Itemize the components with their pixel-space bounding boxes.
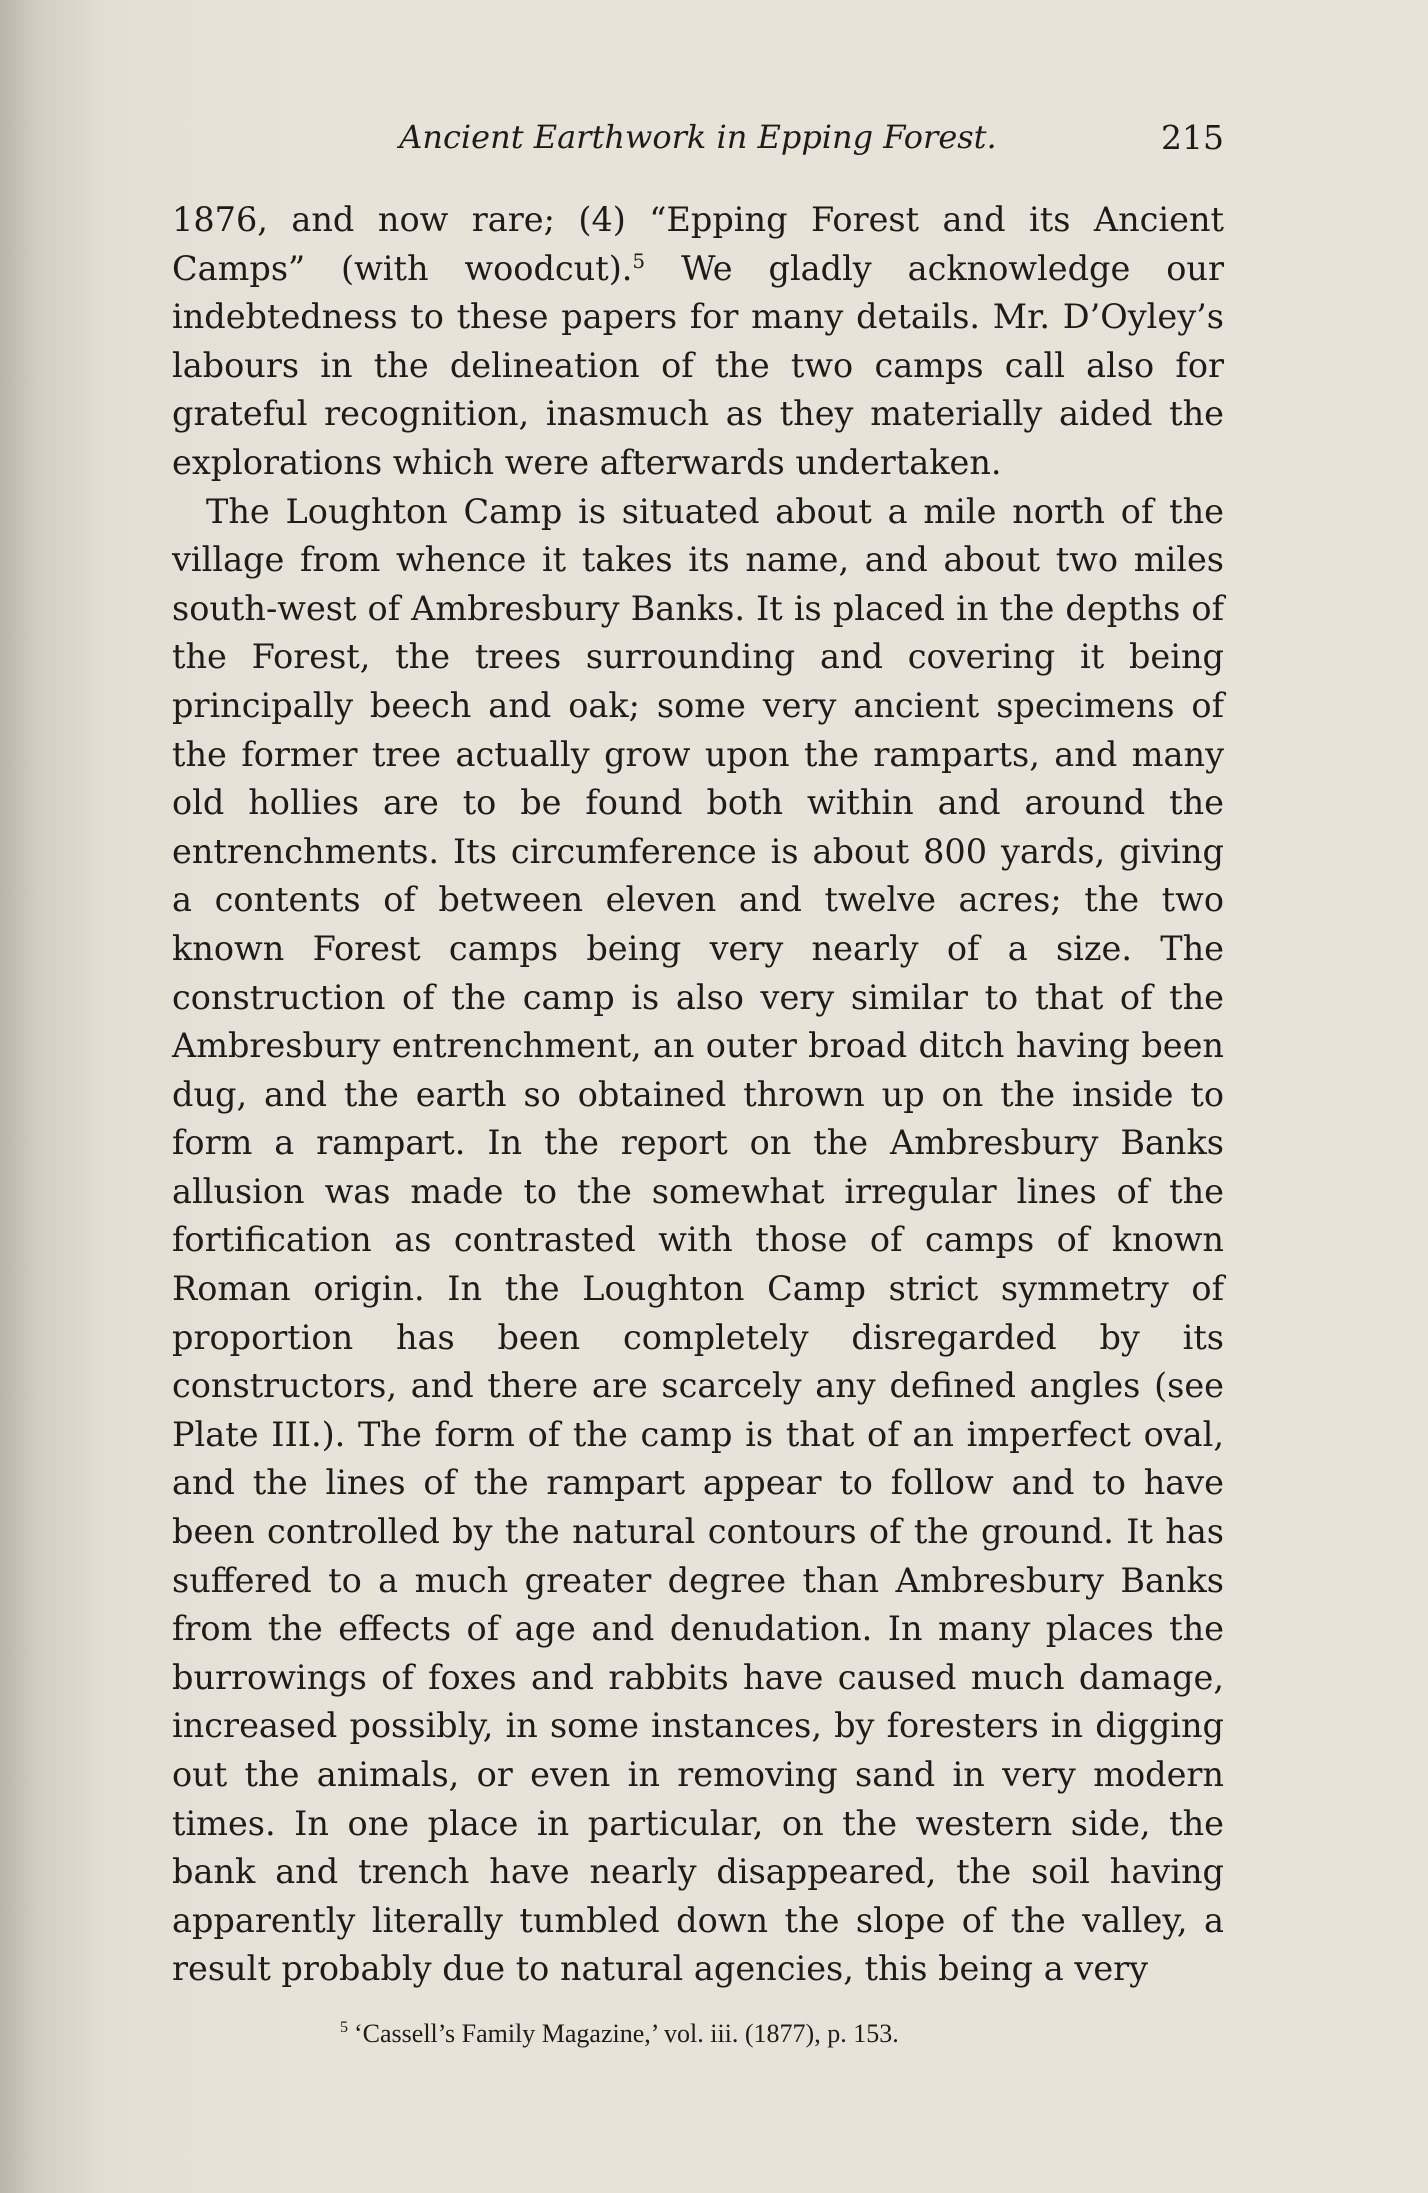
paragraph-1-text-b: We gladly acknowledge our indebtedness to these papers for many details. Mr. D’Oyley’s labours in the delineation of the two camps call also for grateful recognition, inasmuch as they materially aided the explorations which were afterwards undertaken. (172, 248, 1224, 482)
page-header (172, 118, 1224, 168)
running-title: Ancient Earthwork in Epping Forest. (399, 118, 997, 156)
footnote-mark: 5 (340, 2019, 348, 2037)
body-text (172, 196, 1224, 1994)
page-number: 215 (1161, 118, 1224, 157)
paragraph-1 (172, 196, 1224, 488)
footnote-reference: 5 (632, 248, 646, 273)
paragraph-2: The Loughton Camp is situated about a mile north of the village from whence it takes its name, and about two miles south-west of Ambresbury Banks. It is placed in the depths of the Forest, the trees surrounding and covering it being principally beech and oak; some very ancient specimens of the former tree actually grow upon the ramparts, and many old hollies are to be found both within and around the entrenchments. Its circumference is about 800 yards, giving a contents of between eleven and twelve acres; the two known Forest camps being very nearly of a size. The construction of the camp is also very similar to that of the Ambresbury entrenchment, an outer broad ditch having been dug, and the earth so obtained thrown up on the inside to form a rampart. In the report on the Ambresbury Banks allusion was made to the somewhat irregular lines of the fortification as contrasted with those of camps of known Roman origin. In the Loughton Camp strict symmetry of proportion has been completely disregarded by its constructors, and there are scarcely any defined angles (see Plate III.). The form of the camp is that of an imperfect oval, and the lines of the rampart appear to follow and to have been controlled by the natural contours of the ground. It has suffered to a much greater degree than Ambresbury Banks from the effects of age and denudation. In many places the burrowings of foxes and rabbits have caused much damage, increased possibly, in some instances, by foresters in digging out the animals, or even in removing sand in very modern times. In one place in particular, on the western side, the bank and trench have nearly disappeared, the soil having apparently literally tumbled down the slope of the valley, a result probably due to natural agencies, this being a very (172, 491, 1224, 1989)
paragraph-1-text-a: 1876, and now rare; (4) “Epping Forest and its Ancient Camps” (with woodcut). (172, 200, 1224, 288)
footnote-text: ‘Cassell’s Family Magazine,’ vol. iii. (1877), p. 153. (354, 2019, 899, 2048)
footnote (340, 2019, 1240, 2049)
